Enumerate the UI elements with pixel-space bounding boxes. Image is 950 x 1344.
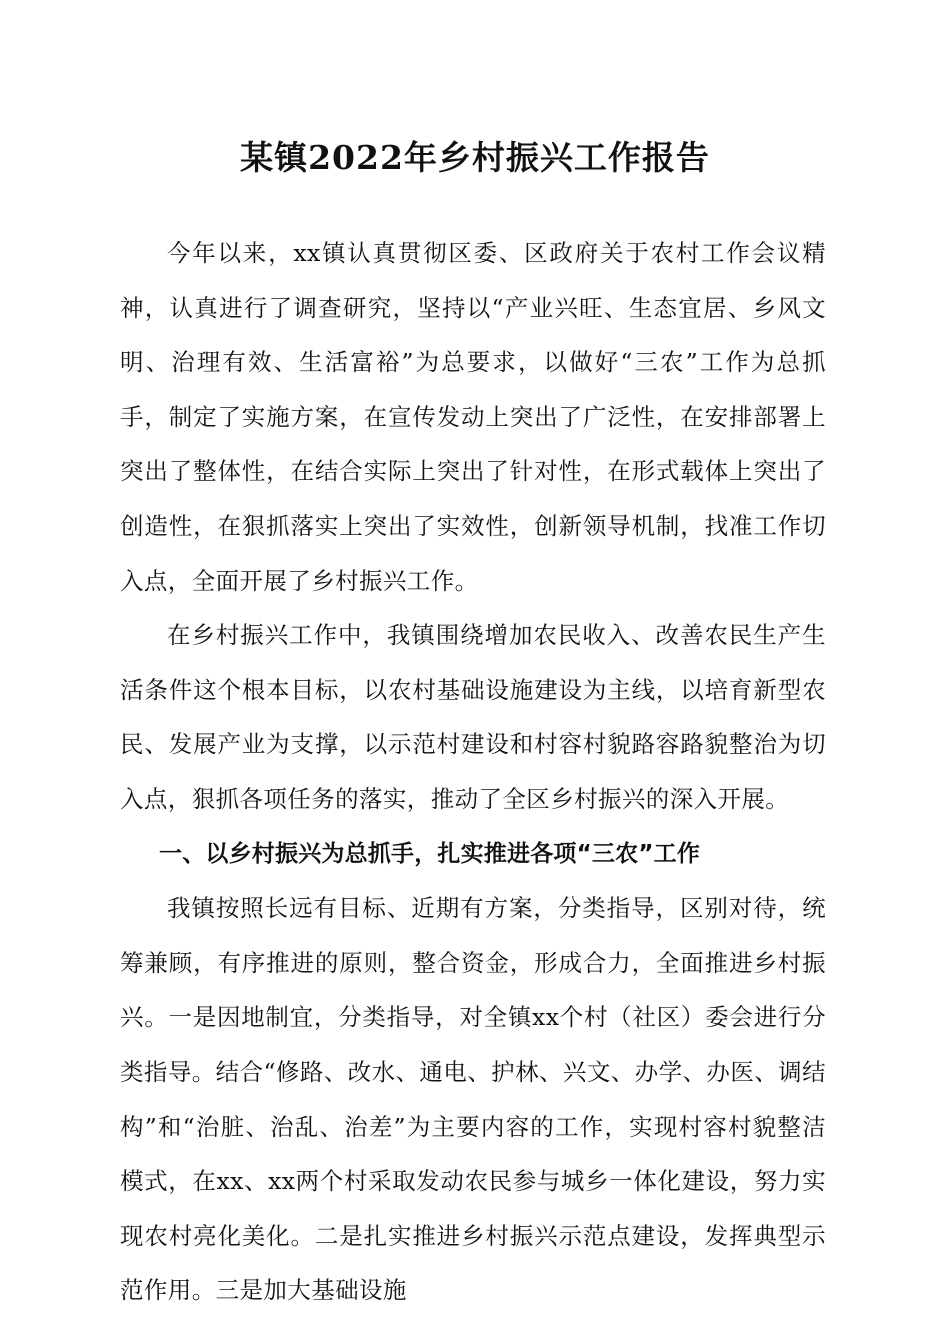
section-1-heading: 一、以乡村振兴为总抓手，扎实推进各项“三农”工作	[159, 840, 701, 867]
intro-paragraph-1: 今年以来，xx镇认真贯彻区委、区政府关于农村工作会议精神，认真进行了调查研究，坚持以“产业兴旺、生态宜居、乡风文明、治理有效、生活富裕”为总要求，以做好“三农”工作为总抓手，制定了实施方案，在宣传发动上突出了广泛性，在安排部署上突出了整体性，在结合实际上突出了针对性，在形式载体上突出了创造性，在狠抓落实上突出了实效性，创新领导机制，找准工作切入点，全面开展了乡村振兴工作。	[120, 239, 826, 595]
document-body	[120, 226, 826, 1318]
document-title: 某镇2022年乡村振兴工作报告	[240, 138, 710, 177]
section-1-paragraph: 我镇按照长远有目标、近期有方案，分类指导，区别对待，统筹兼顾，有序推进的原则，整合资金，形成合力，全面推进乡村振兴。一是因地制宜，分类指导，对全镇xx个村（社区）委会进行分类指导。结合“修路、改水、通电、护林、兴文、办学、办医、调结构”和“治脏、治乱、治差”为主要内容的工作，实现村容村貌整洁模式，在xx、xx两个村采取发动农民参与城乡一体化建设，努力实现农村亮化美化。二是扎实推进乡村振兴示范点建设，发挥典型示范作用。三是加大基础设施	[120, 894, 826, 1305]
intro-paragraph-2: 在乡村振兴工作中，我镇围绕增加农民收入、改善农民生产生活条件这个根本目标，以农村基础设施建设为主线，以培育新型农民、发展产业为支撑，以示范村建设和村容村貌路容路貌整治为切入点，狠抓各项任务的落实，推动了全区乡村振兴的深入开展。	[120, 621, 826, 813]
